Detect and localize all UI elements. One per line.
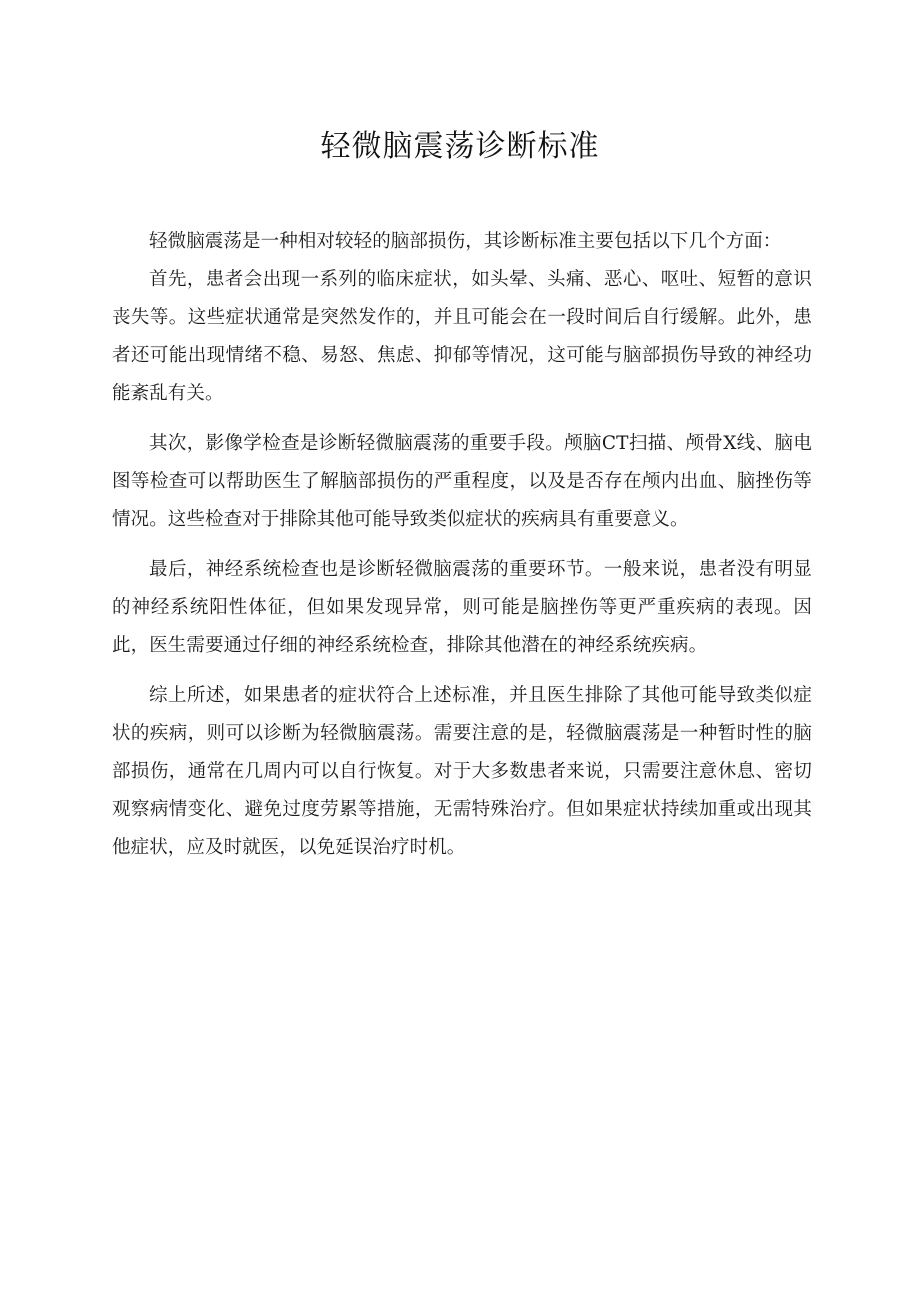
paragraph-summary: 综上所述，如果患者的症状符合上述标准，并且医生排除了其他可能导致类似症状的疾病，则可以诊断为轻微脑震荡。需要注意的是，轻微脑震荡是一种暂时性的脑部损伤，通常在几周内可以自行恢复。对于大多数患者来说，只需要注意休息、密切观察病情变化、避免过度劳累等措施，无需特殊治疗。但如果症状持续加重或出现其他症状，应及时就医，以免延误治疗时机。	[112, 685, 812, 858]
paragraph-imaging: 其次，影像学检查是诊断轻微脑震荡的重要手段。颅脑CT扫描、颅骨X线、脑电图等检查可以帮助医生了解脑部损伤的严重程度，以及是否存在颅内出血、脑挫伤等情况。这些检查对于排除其他可能导致类似症状的疾病具有重要意义。	[112, 433, 812, 530]
paragraph-symptoms: 首先，患者会出现一系列的临床症状，如头晕、头痛、恶心、呕吐、短暂的意识丧失等。这些症状通常是突然发作的，并且可能会在一段时间后自行缓解。此外，患者还可能出现情绪不稳、易怒、焦虑、抑郁等情况，这可能与脑部损伤导致的神经功能紊乱有关。	[112, 269, 812, 404]
document-body	[112, 223, 812, 879]
paragraph-intro: 轻微脑震荡是一种相对较轻的脑部损伤，其诊断标准主要包括以下几个方面：	[149, 231, 782, 252]
document-title: 轻微脑震荡诊断标准	[320, 129, 600, 164]
paragraph-neuro-exam: 最后，神经系统检查也是诊断轻微脑震荡的重要环节。一般来说，患者没有明显的神经系统阳性体征，但如果发现异常，则可能是脑挫伤等更严重疾病的表现。因此，医生需要通过仔细的神经系统检查，排除其他潜在的神经系统疾病。	[112, 559, 812, 656]
